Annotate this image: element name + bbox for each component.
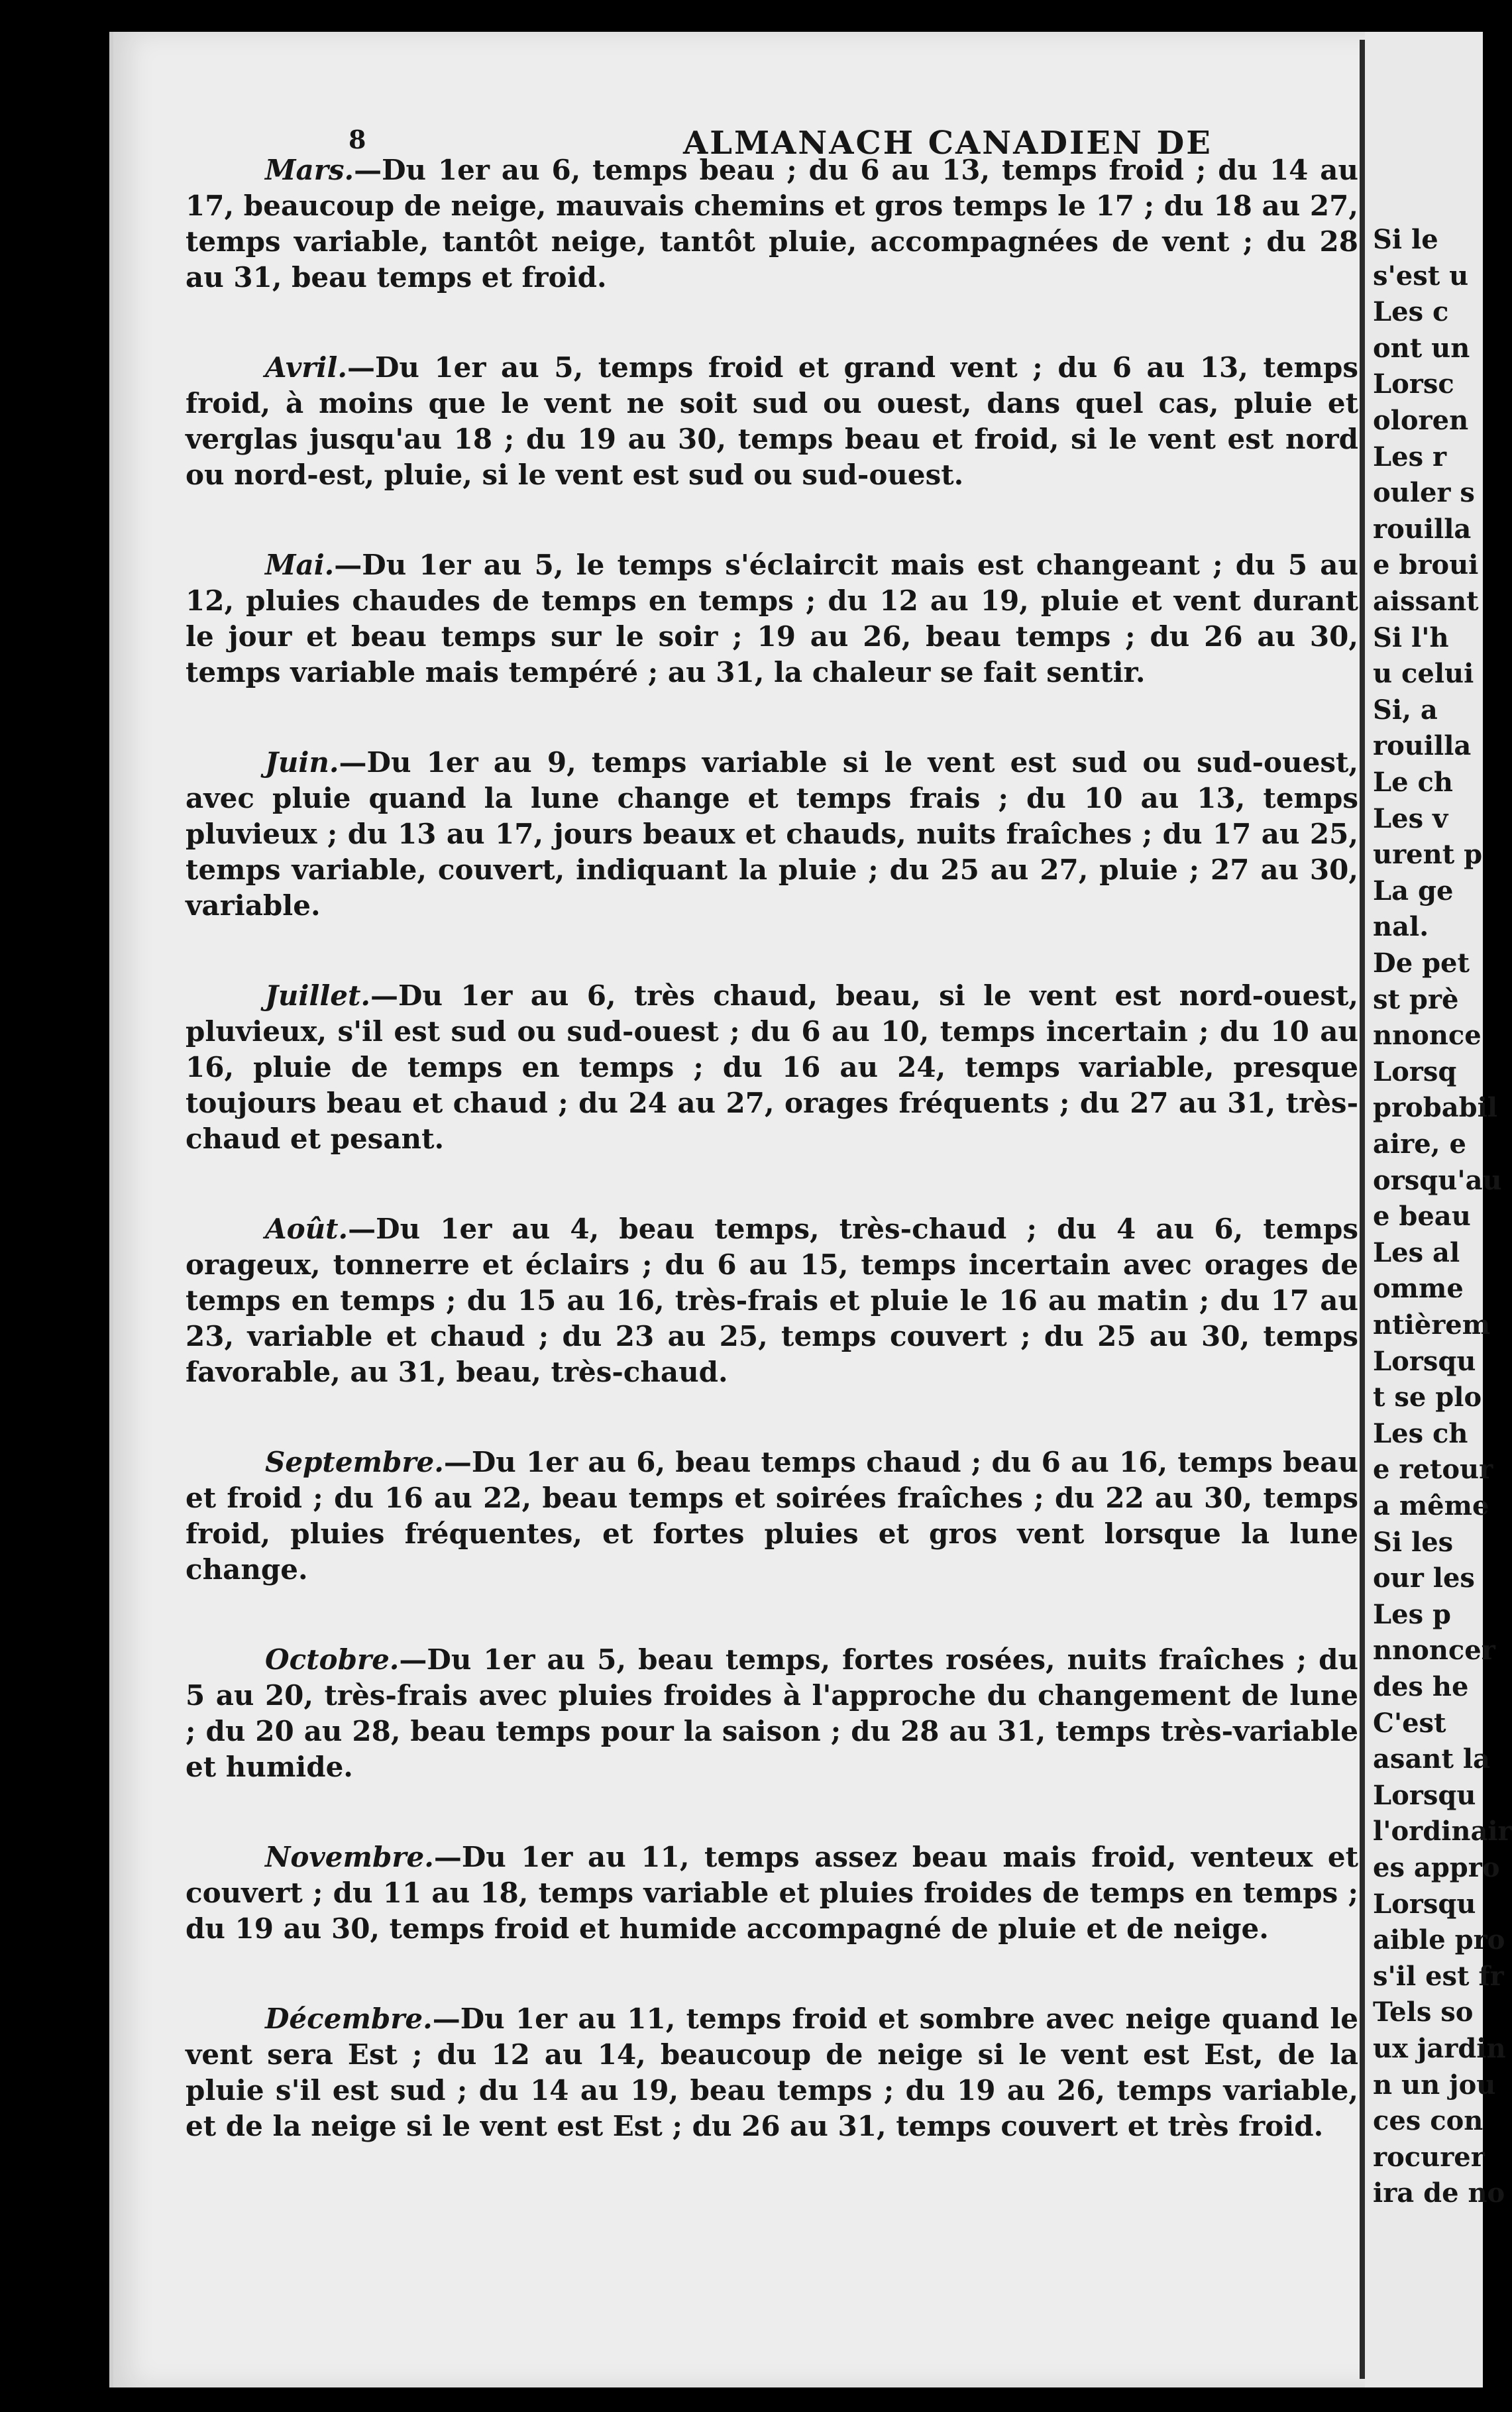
facing-page-fragment: Si le xyxy=(1373,224,1438,255)
facing-page-fragment: aible pro xyxy=(1373,1924,1505,1956)
month-entry-avril xyxy=(186,350,1358,493)
month-entry-decembre xyxy=(186,2001,1358,2144)
month-text: —Du 1er au 6, très chaud, beau, si le vent est nord-ouest, pluvieux, s'il est sud ou sud-ouest ; du 6 au 10, temps incertain ; du 10 au 16, pluie de temps en temps ; du 16 au 24, temps variable, presque toujours beau et chaud ; du 24 au 27, orages fréquents ; du 27 au 31, très-chaud et pesant. xyxy=(186,979,1358,1155)
month-name: Août. xyxy=(265,1213,349,1245)
month-entry-novembre xyxy=(186,1839,1358,1947)
month-text: —Du 1er au 11, temps froid et sombre avec neige quand le vent sera Est ; du 12 au 14, beaucoup de neige si le vent est Est, de la pluie s'il est sud ; du 14 au 19, beau temps ; du 19 au 26, temps variable, et de la neige si le vent est Est ; du 26 au 31, temps couvert et très froid. xyxy=(186,2002,1358,2142)
facing-page-fragment: st prè xyxy=(1373,983,1459,1015)
facing-page-fragment: nal. xyxy=(1373,911,1429,943)
running-title: ALMANACH CANADIEN DE xyxy=(683,125,1213,162)
facing-page-fragment: nnonce xyxy=(1373,1020,1482,1052)
facing-page-fragment: ntièrem xyxy=(1373,1309,1491,1341)
facing-page-edge xyxy=(1365,32,1512,2387)
facing-page-fragment: La ge xyxy=(1373,875,1454,906)
month-name: Juin. xyxy=(265,746,339,779)
facing-page-fragment: Les ch xyxy=(1373,1417,1468,1449)
facing-page-fragment: Les c xyxy=(1373,296,1449,328)
facing-page-fragment: Les v xyxy=(1373,802,1448,834)
facing-page-fragment: Si, a xyxy=(1373,694,1438,726)
facing-page-fragment: s'il est fr xyxy=(1373,1960,1504,1992)
month-text: —Du 1er au 9, temps variable si le vent est sud ou sud-ouest, avec pluie quand la lune change et temps frais ; du 10 au 13, temps pluvieux ; du 13 au 17, jours beaux et chauds, nuits fraîches ; du 17 au 25, temps variable, couvert, indiquant la pluie ; du 25 au 27, pluie ; 27 au 30, variable. xyxy=(186,746,1358,922)
facing-page-fragment: Le ch xyxy=(1373,767,1453,798)
facing-page-fragment: Lorsqu xyxy=(1373,1888,1476,1920)
month-entry-septembre xyxy=(186,1445,1358,1588)
monthly-forecast-list xyxy=(186,152,1358,2199)
facing-page-fragment: n un jou xyxy=(1373,2069,1496,2101)
month-entry-aout xyxy=(186,1211,1358,1390)
month-entry-juillet xyxy=(186,978,1358,1157)
facing-page-fragment: rouilla xyxy=(1373,730,1472,762)
month-name: Juillet. xyxy=(265,979,371,1012)
facing-page-fragment: u celui xyxy=(1373,658,1474,690)
facing-page-fragment: De pet xyxy=(1373,948,1470,979)
month-name: Mars. xyxy=(265,154,354,186)
month-entry-mai xyxy=(186,547,1358,690)
facing-page-fragment: ces con xyxy=(1373,2105,1484,2137)
facing-page-fragment: Lorsq xyxy=(1373,1056,1457,1087)
facing-page-fragment: urent p xyxy=(1373,839,1483,871)
facing-page-fragment: e retour xyxy=(1373,1454,1493,1486)
month-name: Novembre. xyxy=(265,1841,434,1873)
month-name: Octobre. xyxy=(265,1643,400,1676)
month-name: Septembre. xyxy=(265,1446,444,1478)
facing-page-fragment: aissant xyxy=(1373,586,1479,617)
facing-page-fragment: e broui xyxy=(1373,549,1479,581)
facing-page-fragment: ont un xyxy=(1373,332,1470,364)
facing-page-fragment: Tels so xyxy=(1373,1997,1474,2028)
facing-page-fragment: Les al xyxy=(1373,1236,1460,1268)
facing-page-fragment: e beau xyxy=(1373,1201,1471,1233)
facing-page-fragment: a même xyxy=(1373,1490,1489,1521)
facing-page-fragment: Si l'h xyxy=(1373,622,1449,653)
month-text: —Du 1er au 6, beau temps chaud ; du 6 au 16, temps beau et froid ; du 16 au 22, beau temps et soirées fraîches ; du 22 au 30, temps froid, pluies fréquentes, et fortes pluies et gros vent lorsque la lune change. xyxy=(186,1446,1358,1586)
facing-page-fragment: Lorsc xyxy=(1373,368,1454,400)
facing-page-fragment: ouler s xyxy=(1373,477,1475,509)
facing-page-fragment: rouilla xyxy=(1373,513,1472,545)
facing-page-fragment: Lorsqu xyxy=(1373,1345,1476,1377)
facing-page-fragment: s'est u xyxy=(1373,260,1469,292)
month-entry-juin xyxy=(186,745,1358,924)
month-name: Décembre. xyxy=(265,2002,433,2035)
facing-page-fragment: oloren xyxy=(1373,405,1469,436)
facing-page-fragment: rocurer xyxy=(1373,2141,1485,2173)
month-text: —Du 1er au 5, temps froid et grand vent ; du 6 au 13, temps froid, à moins que le vent ne soit sud ou ouest, dans quel cas, pluie et verglas jusqu'au 18 ; du 19 au 30, temps beau et froid, si le vent est nord ou nord-est, pluie, si le vent est sud ou sud-ouest. xyxy=(186,351,1358,491)
facing-page-fragment: probabil xyxy=(1373,1092,1497,1124)
facing-page-fragment: nnoncer xyxy=(1373,1635,1495,1667)
facing-page-fragment: our les xyxy=(1373,1562,1475,1594)
facing-page-fragment: C'est xyxy=(1373,1707,1446,1739)
month-text: —Du 1er au 6, temps beau ; du 6 au 13, temps froid ; du 14 au 17, beaucoup de neige, mauvais chemins et gros temps le 17 ; du 18 au 27, temps variable, tantôt neige, tantôt pluie, accompagnées de vent ; du 28 au 31, beau temps et froid. xyxy=(186,154,1358,294)
month-entry-octobre xyxy=(186,1642,1358,1785)
facing-page-fragment: des he xyxy=(1373,1671,1469,1702)
facing-page-fragment: ira de no xyxy=(1373,2177,1505,2209)
facing-page-fragment: es appro xyxy=(1373,1852,1500,1883)
facing-page-fragment: l'ordinair xyxy=(1373,1816,1512,1847)
facing-page-fragment: Les p xyxy=(1373,1598,1451,1630)
month-text: —Du 1er au 11, temps assez beau mais froid, venteux et couvert ; du 11 au 18, temps variable et pluies froides de temps en temps ; du 19 au 30, temps froid et humide accompagné de pluie et de neige. xyxy=(186,1841,1358,1945)
facing-page-fragment: ux jardin xyxy=(1373,2033,1506,2064)
month-entry-mars xyxy=(186,152,1358,296)
month-text: —Du 1er au 5, le temps s'éclaircit mais est changeant ; du 5 au 12, pluies chaudes de temps en temps ; du 12 au 19, pluie et vent durant le jour et beau temps sur le soir ; 19 au 26, beau temps ; du 26 au 30, temps variable mais tempéré ; au 31, la chaleur se fait sentir. xyxy=(186,549,1358,688)
binding-gutter xyxy=(1360,40,1365,2379)
facing-page-fragment: asant la xyxy=(1373,1743,1490,1775)
facing-page-fragment: orsqu'au xyxy=(1373,1164,1502,1196)
month-name: Mai. xyxy=(265,549,335,581)
facing-page-fragment: Lorsqu xyxy=(1373,1779,1476,1811)
month-text: —Du 1er au 4, beau temps, très-chaud ; du 4 au 6, temps orageux, tonnerre et éclairs ; du 6 au 15, temps incertain avec orages de temps en temps ; du 15 au 16, très-frais et pluie le 16 au matin ; du 17 au 23, variable et chaud ; du 23 au 25, temps couvert ; du 25 au 30, temps favorable, au 31, beau, très-chaud. xyxy=(186,1213,1358,1388)
facing-page-fragment: t se plo xyxy=(1373,1382,1482,1413)
page-number: 8 xyxy=(349,125,366,154)
month-name: Avril. xyxy=(265,351,347,384)
facing-page-fragment: aire, e xyxy=(1373,1128,1466,1160)
facing-page-fragment: omme xyxy=(1373,1273,1464,1305)
facing-page-fragment: Les r xyxy=(1373,441,1447,472)
facing-page-fragment: Si les xyxy=(1373,1526,1454,1558)
month-text: —Du 1er au 5, beau temps, fortes rosées, nuits fraîches ; du 5 au 20, très-frais avec pluies froides à l'approche du changement de lune ; du 20 au 28, beau temps pour la saison ; du 28 au 31, temps très-variable et humide. xyxy=(186,1643,1358,1783)
